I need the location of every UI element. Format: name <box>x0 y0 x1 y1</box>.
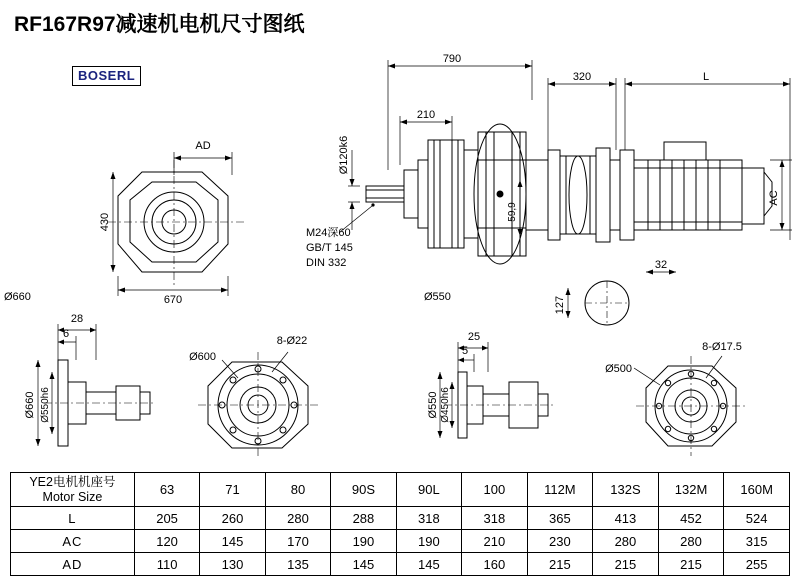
row-label: AC <box>11 530 135 553</box>
dim-d550h6: Ø550h6 <box>40 387 51 423</box>
dim-210: 210 <box>416 109 436 121</box>
dim-holes-8-22: 8-Ø22 <box>276 335 308 347</box>
note-thread: M24深60 <box>306 227 351 239</box>
table-cell: 210 <box>462 530 527 553</box>
table-header-cell: 160M <box>724 473 790 507</box>
dim-d660-left: Ø660 <box>4 291 31 303</box>
dim-d550: Ø550 <box>427 391 439 419</box>
dim-d450h6: Ø450h6 <box>440 387 451 423</box>
dim-320: 320 <box>572 71 592 83</box>
motor-size-table <box>10 472 790 576</box>
dim-25: 25 <box>467 331 481 343</box>
table-cell: 205 <box>134 507 199 530</box>
table-header-label-en: Motor Size <box>42 489 103 504</box>
table-cell: 160 <box>462 553 527 576</box>
table-header-label <box>11 473 135 507</box>
row-label: AD <box>11 553 135 576</box>
dim-32: 32 <box>654 259 668 271</box>
table-header-cell: 90L <box>396 473 461 507</box>
table-cell: 230 <box>527 530 593 553</box>
dim-d120k6: Ø120k6 <box>338 135 350 175</box>
table-header-row <box>11 473 790 507</box>
table-cell: 255 <box>724 553 790 576</box>
table-header-cell: 63 <box>134 473 199 507</box>
table-cell: 145 <box>396 553 461 576</box>
dim-430: 430 <box>99 212 111 232</box>
table-cell: 452 <box>658 507 724 530</box>
dim-59-9: 59,9 <box>507 202 518 222</box>
table-cell: 190 <box>331 530 396 553</box>
row-label: L <box>11 507 135 530</box>
dim-AD: AD <box>195 140 211 152</box>
dim-d600: Ø600 <box>189 351 216 363</box>
table-header-cell: 100 <box>462 473 527 507</box>
table-cell: 524 <box>724 507 790 530</box>
table-cell: 215 <box>658 553 724 576</box>
dim-6: 6 <box>62 328 70 340</box>
table-header-cell: 132S <box>593 473 659 507</box>
dim-d550-mid: Ø550 <box>424 291 451 303</box>
dim-5: 5 <box>461 345 469 357</box>
table-header-cell: 112M <box>527 473 593 507</box>
page-title: RF167R97减速机电机尺寸图纸 <box>14 13 305 36</box>
table-header-cell: 80 <box>265 473 330 507</box>
table-cell: 280 <box>265 507 330 530</box>
note-gbt145: GB/T 145 <box>306 242 353 254</box>
table-cell: 145 <box>200 530 265 553</box>
note-din332: DIN 332 <box>306 257 347 269</box>
table-header-cell: 90S <box>331 473 396 507</box>
table-cell: 120 <box>134 530 199 553</box>
table-cell: 135 <box>265 553 330 576</box>
table-cell: 190 <box>396 530 461 553</box>
table-cell: 318 <box>396 507 461 530</box>
table-header-cell: 71 <box>200 473 265 507</box>
table-cell: 110 <box>134 553 199 576</box>
table-cell: 413 <box>593 507 659 530</box>
dim-790: 790 <box>442 53 462 65</box>
dim-670: 670 <box>163 294 183 306</box>
table-header-label-cn: YE2电机机座号 <box>29 474 116 489</box>
table-cell: 365 <box>527 507 593 530</box>
brand-logo: BOSERL <box>72 66 141 86</box>
dim-d500: Ø500 <box>605 363 632 375</box>
table-header-cell: 132M <box>658 473 724 507</box>
dim-holes-8-17-5: 8-Ø17.5 <box>702 341 742 353</box>
table-row <box>11 507 790 530</box>
dim-AC: AC <box>768 190 780 206</box>
table-cell: 170 <box>265 530 330 553</box>
table-cell: 215 <box>527 553 593 576</box>
table-cell: 288 <box>331 507 396 530</box>
table-cell: 215 <box>593 553 659 576</box>
table-cell: 260 <box>200 507 265 530</box>
table-cell: 130 <box>200 553 265 576</box>
dim-L: L <box>702 71 710 83</box>
dim-d660: Ø660 <box>24 391 36 419</box>
table-row <box>11 530 790 553</box>
table-cell: 145 <box>331 553 396 576</box>
dim-28: 28 <box>70 313 84 325</box>
table-row <box>11 553 790 576</box>
table-cell: 280 <box>658 530 724 553</box>
dim-127: 127 <box>554 295 566 315</box>
table-cell: 280 <box>593 530 659 553</box>
table-cell: 315 <box>724 530 790 553</box>
table-cell: 318 <box>462 507 527 530</box>
